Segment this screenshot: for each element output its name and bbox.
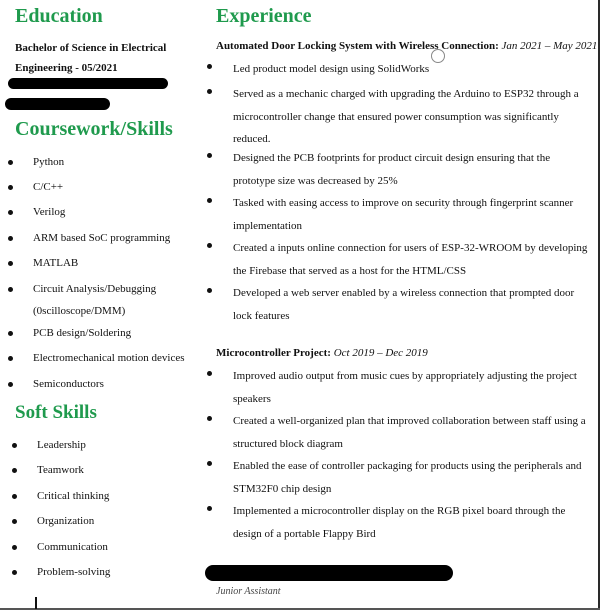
degree-line-2: Engineering - 05/2021 [15, 62, 118, 74]
coursework-heading: Coursework/Skills [15, 118, 173, 140]
degree-line-1: Bachelor of Science in Electrical [15, 42, 167, 54]
redaction-bar [5, 98, 110, 110]
job-title-text: Microcontroller Project: [216, 347, 331, 359]
redaction-bar [8, 78, 168, 89]
education-heading: Education [15, 5, 103, 27]
cut-off-job-title: Junior Assistant [216, 586, 281, 597]
soft-skills-heading: Soft Skills [15, 402, 97, 423]
job-title [216, 40, 597, 52]
job-dates: Jan 2021 – May 2021 [501, 40, 598, 52]
experience-heading: Experience [216, 5, 312, 27]
job-title [216, 347, 428, 359]
job-title-text: Automated Door Locking System with Wireless Connection: [216, 40, 499, 52]
job-dates: Oct 2019 – Dec 2019 [333, 347, 428, 359]
degree-block [15, 38, 200, 78]
text-cursor [35, 597, 37, 609]
redaction-bar [205, 565, 453, 581]
